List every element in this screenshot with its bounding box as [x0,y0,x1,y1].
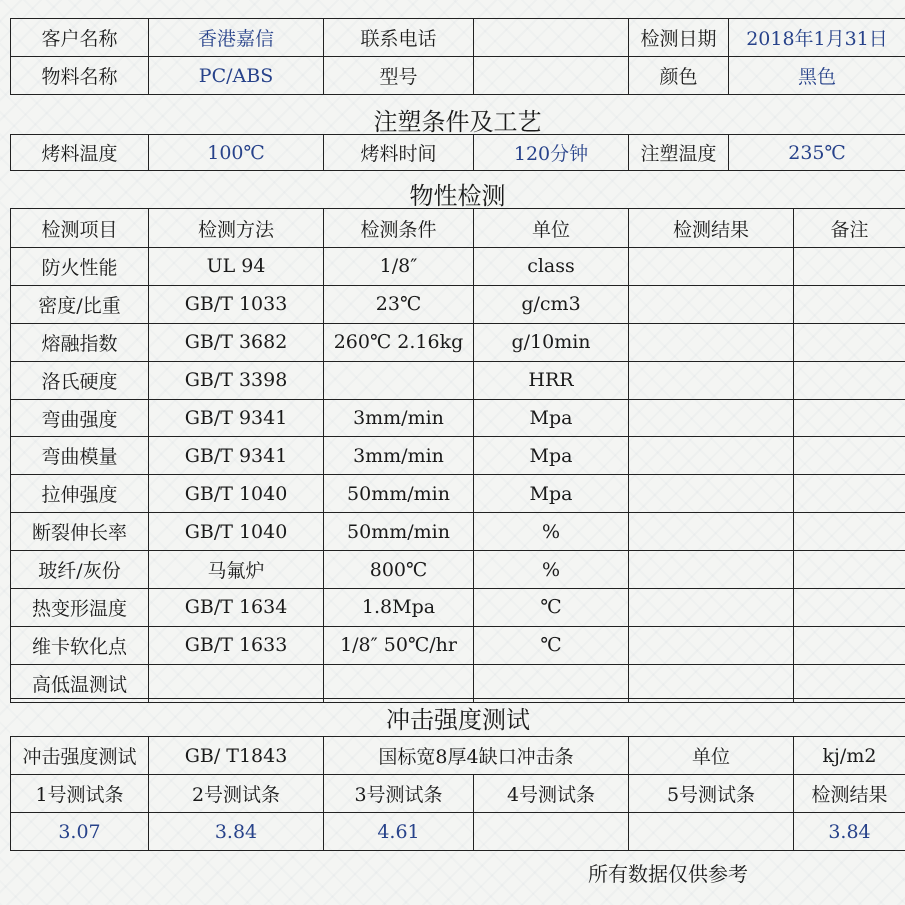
cell-method: GB/T 1033 [149,285,324,323]
bar-3-value: 4.61 [324,813,474,851]
table-row [11,626,905,664]
cell-method: GB/T 1633 [149,626,324,664]
impact-unit-value: kj/m2 [794,737,905,775]
cell-unit: Mpa [474,399,629,437]
table-row [11,664,905,702]
cell-unit [474,664,629,702]
bar-2-value: 3.84 [149,813,324,851]
cell-remark [794,361,905,399]
cell-result [629,626,794,664]
cell-method: GB/T 9341 [149,399,324,437]
cell-method: GB/T 1634 [149,589,324,627]
cell-result [629,551,794,589]
cell-item: 弯曲强度 [11,399,149,437]
bar-1-header: 1号测试条 [11,775,149,813]
bar-3-header: 3号测试条 [324,775,474,813]
col-header-method: 检测方法 [149,209,324,248]
cell-unit: Mpa [474,475,629,513]
cell-method: UL 94 [149,248,324,286]
bar-5-value [629,813,794,851]
cell-result [629,361,794,399]
cell-remark [794,399,905,437]
impact-test-label: 冲击强度测试 [11,737,149,775]
col-header-unit: 单位 [474,209,629,248]
col-header-remark: 备注 [794,209,905,248]
cell-item: 高低温测试 [11,664,149,702]
footer-note: 所有数据仅供参考 [588,862,748,886]
cell-remark [794,475,905,513]
cell-condition: 800℃ [324,551,474,589]
cell-method [149,664,324,702]
cell-remark [794,437,905,475]
cell-unit: ℃ [474,626,629,664]
material-name-value: PC/ABS [149,57,324,95]
table-row [11,285,905,323]
cell-item: 密度/比重 [11,285,149,323]
cell-result [629,513,794,551]
color-label: 颜色 [629,57,729,95]
model-label: 型号 [324,57,474,95]
cell-item: 洛氏硬度 [11,361,149,399]
cell-unit: g/10min [474,323,629,361]
cell-result [629,285,794,323]
cell-item: 断裂伸长率 [11,513,149,551]
cell-remark [794,248,905,286]
cell-condition: 50mm/min [324,475,474,513]
cell-condition: 260℃ 2.16kg [324,323,474,361]
bar-4-header: 4号测试条 [474,775,629,813]
cell-result [629,399,794,437]
test-date-value: 2018年1月31日 [729,19,905,57]
impact-result-value: 3.84 [794,813,905,851]
col-header-item: 检测项目 [11,209,149,248]
phone-value [474,19,629,57]
cell-remark [794,513,905,551]
molding-section-title: 注塑条件及工艺 [373,108,542,136]
table-row [11,248,905,286]
cell-remark [794,664,905,702]
col-header-condition: 检测条件 [324,209,474,248]
table-row [11,399,905,437]
cell-condition [324,361,474,399]
bar-4-value [474,813,629,851]
cell-unit: % [474,513,629,551]
table-row [11,437,905,475]
cell-remark [794,551,905,589]
cell-item: 维卡软化点 [11,626,149,664]
table-row [11,513,905,551]
properties-table [10,208,905,703]
cell-remark [794,589,905,627]
cell-unit: class [474,248,629,286]
cell-condition: 23℃ [324,285,474,323]
col-header-result: 检测结果 [629,209,794,248]
cell-unit: % [474,551,629,589]
bar-5-header: 5号测试条 [629,775,794,813]
cell-item: 防火性能 [11,248,149,286]
cell-item: 熔融指数 [11,323,149,361]
cell-method: GB/T 9341 [149,437,324,475]
cell-item: 热变形温度 [11,589,149,627]
baking-time-value: 120分钟 [474,135,629,171]
cell-condition: 1/8″ [324,248,474,286]
cell-result [629,475,794,513]
bar-2-header: 2号测试条 [149,775,324,813]
model-value [474,57,629,95]
cell-condition: 1.8Mpa [324,589,474,627]
cell-remark [794,285,905,323]
bar-1-value: 3.07 [11,813,149,851]
molding-table [10,134,905,171]
cell-condition: 1/8″ 50℃/hr [324,626,474,664]
cell-unit: ℃ [474,589,629,627]
table-row [11,323,905,361]
baking-temp-value: 100℃ [149,135,324,171]
table-row [11,551,905,589]
cell-unit: g/cm3 [474,285,629,323]
impact-table [10,698,905,851]
header-table [10,18,905,95]
cell-item: 拉伸强度 [11,475,149,513]
cell-result [629,323,794,361]
cell-item: 玻纤/灰份 [11,551,149,589]
phone-label: 联系电话 [324,19,474,57]
injection-temp-value: 235℃ [729,135,905,171]
cell-condition: 50mm/min [324,513,474,551]
cell-unit: HRR [474,361,629,399]
impact-result-header: 检测结果 [794,775,905,813]
cell-method: GB/T 3682 [149,323,324,361]
table-row [11,475,905,513]
customer-name-label: 客户名称 [11,19,149,57]
cell-condition: 3mm/min [324,399,474,437]
cell-item: 弯曲模量 [11,437,149,475]
impact-method: GB/ T1843 [149,737,324,775]
baking-time-label: 烤料时间 [324,135,474,171]
properties-section-title: 物性检测 [409,182,506,210]
cell-unit: Mpa [474,437,629,475]
cell-result [629,664,794,702]
cell-method: GB/T 3398 [149,361,324,399]
cell-remark [794,626,905,664]
color-value: 黑色 [729,57,905,95]
impact-unit-label: 单位 [629,737,794,775]
impact-section-title: 冲击强度测试 [11,699,905,737]
table-row [11,361,905,399]
cell-result [629,437,794,475]
cell-method: GB/T 1040 [149,513,324,551]
properties-header-row [11,209,905,248]
material-name-label: 物料名称 [11,57,149,95]
cell-result [629,248,794,286]
cell-result [629,589,794,627]
cell-condition [324,664,474,702]
impact-specimen: 国标宽8厚4缺口冲击条 [324,737,629,775]
test-date-label: 检测日期 [629,19,729,57]
baking-temp-label: 烤料温度 [11,135,149,171]
cell-condition: 3mm/min [324,437,474,475]
injection-temp-label: 注塑温度 [629,135,729,171]
cell-remark [794,323,905,361]
cell-method: 马氟炉 [149,551,324,589]
customer-name-value: 香港嘉信 [149,19,324,57]
table-row [11,589,905,627]
cell-method: GB/T 1040 [149,475,324,513]
